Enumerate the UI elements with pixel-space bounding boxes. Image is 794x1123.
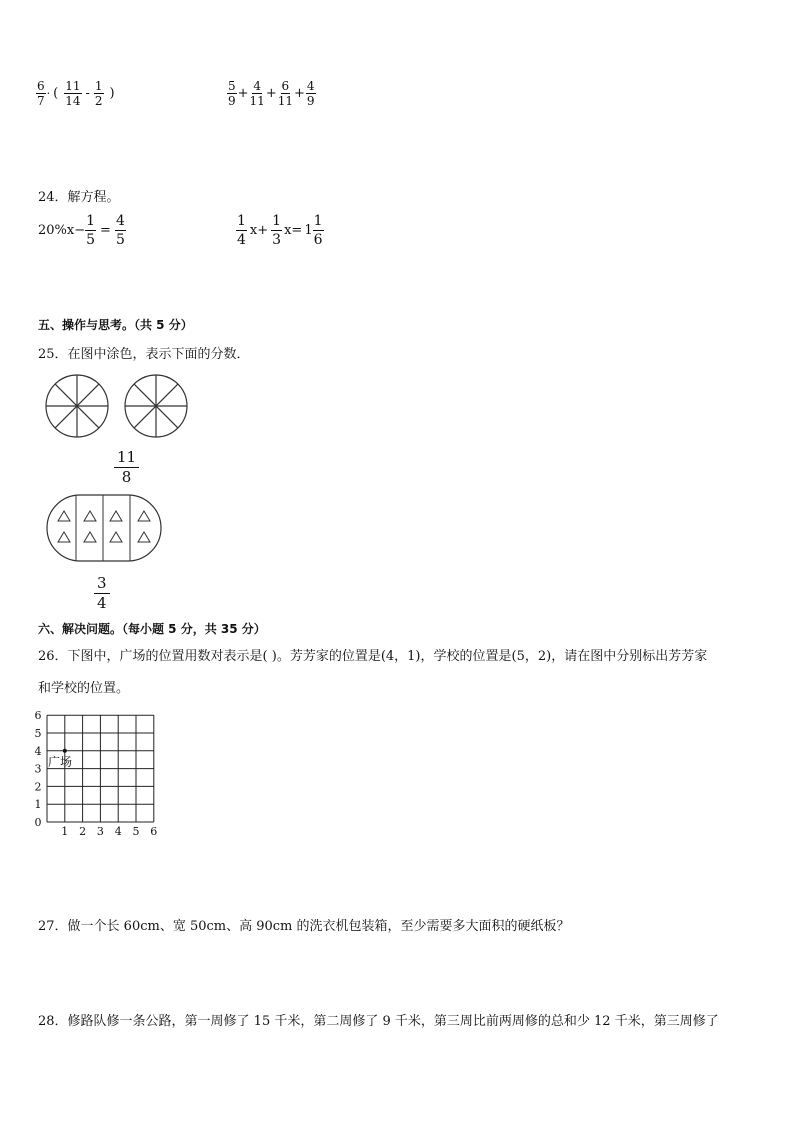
oval-figure [46, 494, 164, 566]
circle-1 [46, 375, 108, 437]
equation-1: 20%x− $\frac{1}{5}$ = $\frac{4}{5}$ [38, 213, 125, 248]
fraction: $\frac{6}{7}$ [37, 79, 45, 108]
circles-figure [40, 370, 200, 442]
y-tick-label: 6 [34, 709, 42, 723]
question-24-title: 24．解方程。 [38, 190, 120, 205]
fraction: $\frac{4}{5}$ [115, 213, 125, 248]
circle-2 [125, 375, 187, 437]
section-6-heading: 六、解决问题。（每小题 5 分，共 35 分） [38, 622, 266, 636]
fraction: $\frac{4}{11}$ [249, 79, 265, 108]
y-tick-label: 3 [34, 762, 42, 776]
x-tick-label: 4 [114, 825, 122, 838]
y-tick-label: 4 [34, 744, 42, 758]
fraction: $\frac{1}{3}$ [272, 213, 282, 248]
x-tick-label: 5 [132, 825, 140, 838]
y-tick-label: 0 [34, 816, 42, 829]
circles-fraction: $\frac{11}{8}$ [114, 450, 139, 485]
coordinate-grid [30, 706, 170, 842]
question-26-line-1: 26．下图中，广场的位置用数对表示是( )。芳芳家的位置是(4，1)，学校的位置是(5，2)，请在图中分别标出芳芳家 [38, 649, 708, 664]
y-tick-label: 5 [34, 727, 42, 740]
question-26-line-2: 和学校的位置。 [38, 681, 130, 696]
y-tick-label: 2 [34, 780, 42, 794]
fraction: $\frac{5}{9}$ [228, 79, 236, 108]
x-tick-label: 3 [96, 825, 104, 838]
x-tick-label: 6 [150, 825, 158, 838]
question-27: 27．做一个长 60cm、宽 50cm、高 90cm 的洗衣机包装箱，至少需要多大面积的硬纸板？ [38, 919, 570, 934]
fraction: $\frac{1}{5}$ [86, 213, 96, 248]
fraction: $\frac{1}{2}$ [94, 79, 103, 108]
expression-2: $\frac{5}{9}$ + $\frac{4}{11}$ + $\frac{6}{11}$ + $\frac{4}{9}$ [228, 79, 315, 108]
section-5-heading: 五、操作与思考。（共 5 分） [38, 318, 193, 332]
fraction: $\frac{6}{11}$ [277, 79, 294, 108]
square-point [63, 749, 67, 753]
y-tick-label: 1 [34, 798, 42, 812]
square-label: 广场 [48, 754, 73, 769]
question-28: 28．修路队修一条公路，第一周修了 15 千米，第二周修了 9 千米，第三周比前两周修的总和少 12 千米，第三周修了 [38, 1014, 719, 1029]
question-25-title: 25．在图中涂色，表示下面的分数． [38, 347, 250, 362]
oval-fraction: $\frac{3}{4}$ [94, 576, 110, 611]
fraction: $\frac{11}{14}$ [65, 79, 81, 108]
fraction: $\frac{1}{4}$ [237, 213, 246, 248]
fraction: $\frac{4}{9}$ [306, 79, 315, 108]
expression-1: $\frac{6}{7}$ · ( $\frac{11}{14}$ - $\frac{1}{2}$ ) [37, 79, 115, 108]
equation-2: $\frac{1}{4}$ x+ $\frac{1}{3}$ x= 1 $\frac{1}{6}$ [237, 213, 323, 248]
fraction: $\frac{1}{6}$ [313, 213, 323, 248]
x-tick-label: 2 [79, 825, 87, 838]
x-tick-label: 1 [61, 825, 69, 838]
